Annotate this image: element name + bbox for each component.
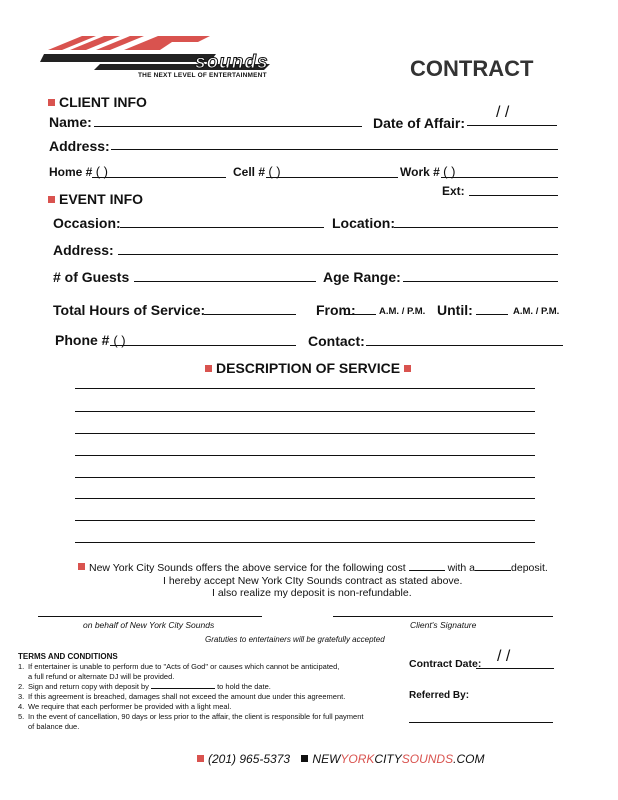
contact-field[interactable] (366, 345, 563, 346)
cost-field[interactable] (409, 570, 445, 571)
phone-field[interactable] (110, 345, 296, 346)
referred-by-label: Referred By: (409, 690, 470, 701)
term-item: of balance due. (28, 722, 80, 731)
from-ampm: A.M. / P.M. (379, 306, 426, 317)
footer-website[interactable]: NEWYORKCITYSOUNDS.COM (312, 752, 485, 766)
work-phone-label: Work # ( ) (400, 164, 456, 179)
client-signature-label: Client's Signature (410, 620, 477, 630)
description-line[interactable] (75, 498, 535, 499)
offer-line-3: I also realize my deposit is non-refundable. (212, 587, 412, 599)
behalf-signature-field[interactable] (38, 616, 262, 617)
terms-list (18, 662, 403, 732)
contract-date-label: Contract Date: (409, 658, 482, 670)
client-info-heading: CLIENT INFO (48, 94, 147, 110)
date-of-affair-label: Date of Affair: (373, 115, 466, 131)
contract-date-field[interactable] (476, 668, 554, 669)
offer-line-2: I hereby accept New York CIty Sounds contract as stated above. (163, 575, 463, 587)
name-label: Name: (49, 114, 92, 130)
bullet-square-icon (78, 563, 85, 570)
work-phone-field[interactable] (441, 177, 558, 178)
term-item: 5. In the event of cancellation, 90 days or less prior to the affair, the client is responsible for full payment (18, 712, 364, 721)
guests-label: # of Guests (53, 269, 130, 285)
footer-phone: (201) 965-5373 (208, 752, 291, 766)
cell-phone-field[interactable] (266, 177, 398, 178)
page-title: CONTRACT (410, 56, 534, 81)
event-info-heading: EVENT INFO (48, 191, 143, 207)
terms-heading: TERMS AND CONDITIONS (18, 652, 118, 661)
client-address-label: Address: (49, 138, 110, 154)
bullet-square-icon (205, 365, 212, 372)
bullet-square-icon (48, 196, 55, 203)
footer (197, 752, 484, 766)
bullet-square-icon (197, 755, 204, 762)
ext-label: Ext: (442, 184, 465, 198)
term-item: 1. If entertainer is unable to perform due to "Acts of God" or causes which cannot be anticipated, (18, 662, 340, 671)
description-line[interactable] (75, 542, 535, 543)
description-line[interactable] (75, 388, 535, 389)
description-line[interactable] (75, 455, 535, 456)
bullet-square-icon (404, 365, 411, 372)
logo-tagline: THE NEXT LEVEL OF ENTERTAINMENT (138, 72, 267, 79)
client-address-field[interactable] (111, 149, 558, 150)
location-label: Location: (332, 215, 395, 231)
term-item: 4. We require that each performer be provided with a light meal. (18, 702, 232, 711)
from-label: From: (316, 302, 356, 318)
ext-field[interactable] (469, 195, 558, 196)
logo-sub-text: sounds (195, 52, 269, 73)
cell-phone-label: Cell # ( ) (233, 164, 281, 179)
description-line[interactable] (75, 411, 535, 412)
description-heading: DESCRIPTION OF SERVICE (205, 360, 411, 376)
guests-field[interactable] (134, 281, 316, 282)
bullet-square-icon (48, 99, 55, 106)
behalf-signature-label: on behalf of New York City Sounds (83, 620, 215, 630)
description-line[interactable] (75, 433, 535, 434)
bullet-square-icon (301, 755, 308, 762)
description-line[interactable] (75, 477, 535, 478)
contract-date-slashes: / / (497, 648, 511, 665)
term-item: 2. Sign and return copy with deposit by to hold the date. (18, 682, 271, 691)
gratuities-note: Gratuties to entertainers will be gratefully accepted (205, 635, 385, 644)
age-range-label: Age Range: (323, 269, 401, 285)
until-label: Until: (437, 302, 473, 318)
home-phone-label: Home # ( ) (49, 164, 108, 179)
referred-by-field[interactable] (409, 722, 553, 723)
date-of-affair-field[interactable] (467, 125, 557, 126)
until-ampm: A.M. / P.M. (513, 306, 560, 317)
from-field[interactable] (344, 314, 376, 315)
offer-line-1: New York City Sounds offers the above service for the following cost with a deposit. (78, 562, 548, 574)
contact-label: Contact: (308, 333, 365, 349)
date-slashes: / / (496, 104, 510, 121)
description-line[interactable] (75, 520, 535, 521)
client-signature-field[interactable] (333, 616, 553, 617)
sign-by-date-field[interactable] (151, 688, 215, 689)
occasion-label: Occasion: (53, 215, 121, 231)
location-field[interactable] (394, 227, 558, 228)
phone-label: Phone # ( ) (55, 332, 126, 348)
until-field[interactable] (476, 314, 508, 315)
age-range-field[interactable] (403, 281, 558, 282)
home-phone-field[interactable] (92, 177, 226, 178)
name-field[interactable] (94, 126, 362, 127)
event-address-label: Address: (53, 242, 114, 258)
hours-label: Total Hours of Service: (53, 302, 206, 318)
event-address-field[interactable] (118, 254, 558, 255)
deposit-field[interactable] (475, 570, 511, 571)
term-item: 3. If this agreement is breached, damages shall not exceed the amount due under this agreement. (18, 692, 346, 701)
occasion-field[interactable] (120, 227, 324, 228)
hours-field[interactable] (204, 314, 296, 315)
brand-logo (40, 30, 280, 82)
term-item: a full refund or alternate DJ will be provided. (28, 672, 175, 681)
